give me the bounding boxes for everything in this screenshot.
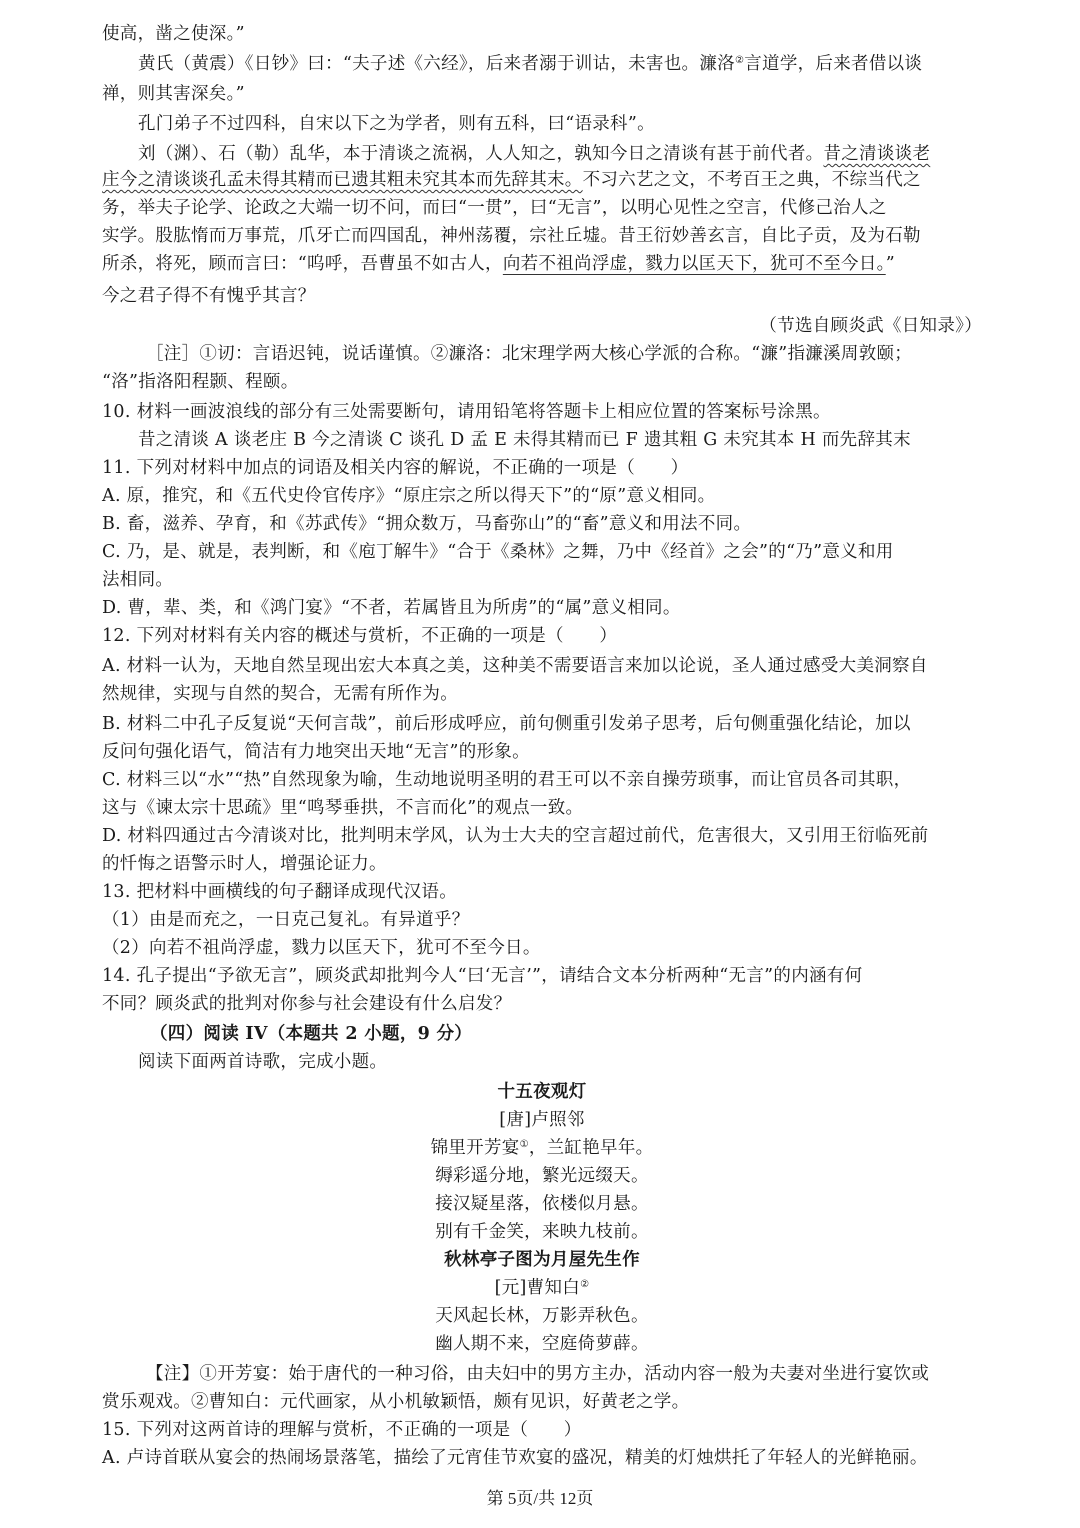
- option-c-cont: 这与《谏太宗十思疏》里“鸣琴垂拱，不言而化”的观点一致。: [102, 798, 584, 818]
- option-c: C. 乃，是、就是，表判断，和《庖丁解牛》“合于《桑林》之舞，乃中《经首》之会”的“乃”意义和用: [102, 542, 894, 562]
- option-c-cont: 法相同。: [102, 570, 174, 590]
- poem-1-line: 别有千金笑，来映九枝前。: [435, 1222, 649, 1242]
- source-citation: （节选自顾炎武《日知录》）: [759, 316, 982, 336]
- question-10: 10. 材料一画波浪线的部分有三处需要断句，请用铅笔将答题卡上相应位置的答案标号涂黑。: [102, 402, 831, 422]
- question-11: 11. 下列对材料中加点的词语及相关内容的解说，不正确的一项是（ ）: [102, 458, 689, 478]
- poem-1-line: 缛彩遥分地，繁光远缀天。: [435, 1166, 649, 1186]
- poem-2-title: 秋林亭子图为月屋先生作: [444, 1250, 640, 1270]
- question-13: 13. 把材料中画横线的句子翻译成现代汉语。: [102, 882, 457, 902]
- question-15: 15. 下列对这两首诗的理解与赏析，不正确的一项是（ ）: [102, 1420, 582, 1440]
- material-line: 庄今之清谈谈孔孟未得其精而已遗其粗未究其本而先辞其末。不习六艺之文，不考百王之典，不综当代之: [102, 170, 921, 190]
- option-a: A. 原，推究，和《五代史伶官传序》“原庄宗之所以得天下”的“原”意义相同。: [102, 486, 716, 506]
- material-line: 黄氏（黄震）《日钞》曰：“夫子述《六经》，后来者溺于训诂，未害也。濂洛②言道学，后来者借以谈: [138, 54, 923, 74]
- poem-1-author: [唐]卢照邻: [499, 1110, 585, 1130]
- option-b-cont: 反问句强化语气，简洁有力地突出天地“无言”的形象。: [102, 742, 530, 762]
- option-d: D. 曹，辈、类，和《鸿门宴》“不者，若属皆且为所虏”的“属”意义相同。: [102, 598, 681, 618]
- poem-1-line: 接汉疑星落，依楼似月悬。: [435, 1194, 649, 1214]
- option-c: C. 材料三以“水”“热”自然现象为喻，生动地说明圣明的君王可以不亲自操劳琐事，而让官员各司其职，: [102, 770, 912, 790]
- option-d: D. 材料四通过古今清谈对比，批判明末学风，认为士大夫的空言超过前代，危害很大，又引用王衍临死前: [102, 826, 929, 846]
- poem-2-author: [元]曹知白②: [494, 1278, 590, 1298]
- poem-1-title: 十五夜观灯: [497, 1082, 587, 1102]
- option-a-cont: 然规律，实现与自然的契合，无需有所作为。: [102, 684, 458, 704]
- section-heading: （四）阅读 IV（本题共 2 小题，9 分）: [150, 1024, 473, 1044]
- material-line: 禅，则其害深矣。”: [102, 84, 245, 104]
- material-line: 孔门弟子不过四科，自宋以下之为学者，则有五科，曰“语录科”。: [138, 114, 655, 134]
- option-a: A. 卢诗首联从宴会的热闹场景落笔，描绘了元宵佳节欢宴的盛况，精美的灯烛烘托了年轻人的光鲜艳丽。: [102, 1448, 928, 1468]
- option-b: B. 材料二中孔子反复说“天何言哉”，前后形成呼应，前句侧重引发弟子思考，后句侧重强化结论，加以: [102, 714, 911, 734]
- question-13-part-1: （1）由是而充之，一日克己复礼。有异道乎？: [102, 910, 470, 930]
- annotation-line: “洛”指洛阳程颢、程颐。: [102, 372, 299, 392]
- wavy-underlined-text: 昔之清谈谈老: [823, 144, 931, 164]
- option-a: A. 材料一认为，天地自然呈现出宏大本真之美，这种美不需要语言来加以论说，圣人通过感受大美洞察自: [102, 656, 928, 676]
- question-14-cont: 不同？顾炎武的批判对你参与社会建设有什么启发？: [102, 994, 512, 1014]
- material-line: 刘（渊）、石（勒）乱华，本于清谈之流祸，人人知之，孰知今日之清谈有甚于前代者。昔之清谈谈老: [138, 144, 931, 164]
- page-footer: 第 5页/共 12页: [486, 1489, 594, 1508]
- material-line: 务，举夫子论学、论政之大端一切不问，而曰“一贯”，曰“无言”，以明心见性之空言，代修己治人之: [102, 198, 887, 218]
- question-14: 14. 孔子提出“予欲无言”，顾炎武却批判今人“曰‘无言’”，请结合文本分析两种“无言”的内涵有何: [102, 966, 863, 986]
- annotation-line: ［注］①讱：言语迟钝，说话谨慎。②濂洛：北宋理学两大核心学派的合称。“濂”指濂溪周敦颐；: [146, 344, 913, 364]
- poem-2-line: 天风起长林，万影弄秋色。: [435, 1306, 649, 1326]
- question-13-part-2: （2）向若不祖尚浮虚，戮力以匡天下，犹可不至今日。: [102, 938, 541, 958]
- material-line: 使高，凿之使深。”: [102, 24, 245, 44]
- section-instruction: 阅读下面两首诗歌，完成小题。: [138, 1052, 388, 1072]
- material-line: 所杀，将死，顾而言曰：“呜呼，吾曹虽不如古人，向若不祖尚浮虚，戮力以匡天下，犹可不至今日。”: [102, 254, 895, 274]
- poem-1-line: 锦里开芳宴①，兰缸艳早年。: [430, 1138, 654, 1158]
- question-10-options: 昔之清谈 A 谈老庄 B 今之清谈 C 谈孔 D 孟 E 未得其精而已 F 遗其粗 G 未究其本 H 而先辞其末: [138, 430, 911, 450]
- underlined-sentence: 向若不祖尚浮虚，戮力以匡天下，犹可不至今日。: [502, 254, 886, 274]
- poem-2-line: 幽人期不来，空庭倚萝薜。: [435, 1334, 649, 1354]
- poem-annotation-line: 【注】①开芳宴：始于唐代的一种习俗，由夫妇中的男方主办，活动内容一般为夫妻对坐进行宴饮或: [146, 1364, 930, 1384]
- material-line: 今之君子得不有愧乎其言？: [102, 286, 316, 306]
- poem-annotation-line: 赏乐观戏。②曹知白：元代画家，从小机敏颖悟，颇有见识，好黄老之学。: [102, 1392, 690, 1412]
- option-d-cont: 的忏悔之语警示时人，增强论证力。: [102, 854, 387, 874]
- material-line: 实学。股肱惰而万事荒，爪牙亡而四国乱，神州荡覆，宗社丘墟。昔王衍妙善玄言，自比子贡，及为石勒: [102, 226, 921, 246]
- wavy-underlined-text: 庄今之清谈谈孔孟未得其精而已遗其粗未究其本而先辞其末。: [102, 170, 583, 190]
- question-12: 12. 下列对材料有关内容的概述与赏析，不正确的一项是（ ）: [102, 626, 618, 646]
- option-b: B. 畜，滋养、孕育，和《苏武传》“拥众数万，马畜弥山”的“畜”意义和用法不同。: [102, 514, 752, 534]
